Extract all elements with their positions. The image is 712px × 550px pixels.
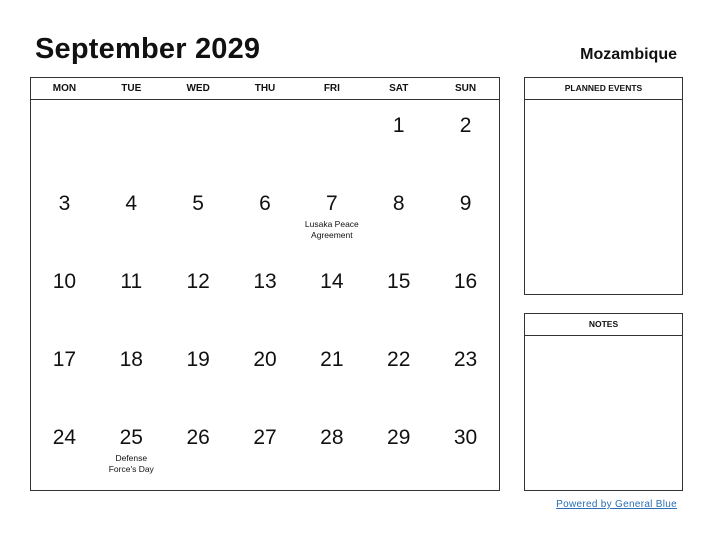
day-number: 30 xyxy=(453,426,478,449)
day-number: 20 xyxy=(253,348,277,371)
day-number: 13 xyxy=(253,270,277,293)
day-number: 27 xyxy=(253,426,277,449)
weekday-wed: WED xyxy=(186,83,210,94)
holiday-label: Defense Force's Day xyxy=(108,453,154,474)
day-number: 6 xyxy=(259,192,271,215)
day-number: 10 xyxy=(52,270,77,293)
day-number: 22 xyxy=(387,348,411,371)
day-cell xyxy=(432,100,499,178)
day-cell xyxy=(298,412,365,490)
weekday-thu: THU xyxy=(254,83,276,94)
notes-panel xyxy=(524,313,683,491)
day-cell xyxy=(165,256,232,334)
day-cell xyxy=(365,334,432,412)
weekday-mon: MON xyxy=(52,83,77,94)
day-cell xyxy=(232,412,299,490)
day-cell xyxy=(98,334,165,412)
holiday-label: Lusaka Peace Agreement xyxy=(304,219,359,240)
weekday-sat: SAT xyxy=(389,83,409,94)
day-number: 15 xyxy=(387,270,411,293)
day-number: 2 xyxy=(459,114,472,137)
day-number: 19 xyxy=(186,348,210,371)
day-cell xyxy=(165,334,232,412)
day-cell xyxy=(98,178,165,256)
day-cell xyxy=(298,100,365,178)
day-cell xyxy=(31,100,98,178)
day-cell xyxy=(432,178,499,256)
day-number: 11 xyxy=(120,270,143,293)
day-number: 28 xyxy=(320,426,344,449)
planned-events-panel xyxy=(524,77,683,295)
day-cell xyxy=(365,256,432,334)
day-cell xyxy=(165,412,232,490)
day-grid xyxy=(31,100,499,490)
planned-events-title: PLANNED EVENTS xyxy=(525,78,682,100)
day-number: 29 xyxy=(387,426,411,449)
page-title: September 2029 xyxy=(35,33,261,65)
day-number: 9 xyxy=(459,192,472,215)
day-cell xyxy=(98,100,165,178)
day-cell xyxy=(432,256,499,334)
day-cell xyxy=(232,178,299,256)
weekday-sun: SUN xyxy=(455,83,477,94)
day-cell xyxy=(31,256,98,334)
day-cell xyxy=(298,256,365,334)
day-number: 16 xyxy=(453,270,478,293)
day-cell xyxy=(165,100,232,178)
day-number: 12 xyxy=(186,270,210,293)
day-cell xyxy=(232,100,299,178)
day-cell xyxy=(98,412,165,490)
weekday-header-row xyxy=(31,78,499,100)
day-number: 3 xyxy=(58,192,71,215)
day-cell xyxy=(298,334,365,412)
day-number: 5 xyxy=(192,192,204,215)
day-number: 21 xyxy=(320,348,344,371)
day-number: 4 xyxy=(125,192,138,215)
day-cell xyxy=(365,100,432,178)
day-number: 8 xyxy=(392,192,405,215)
day-cell xyxy=(432,334,499,412)
day-cell xyxy=(232,256,299,334)
day-cell xyxy=(365,412,432,490)
notes-title: NOTES xyxy=(525,314,682,336)
day-number: 1 xyxy=(392,114,405,137)
day-cell xyxy=(365,178,432,256)
day-cell xyxy=(98,256,165,334)
day-cell xyxy=(232,334,299,412)
day-cell xyxy=(298,178,365,256)
day-number: 18 xyxy=(119,348,143,371)
weekday-fri: FRI xyxy=(323,83,340,94)
country-label: Mozambique xyxy=(580,46,677,63)
weekday-tue: TUE xyxy=(121,83,142,94)
day-number: 25 xyxy=(119,426,143,449)
day-number: 26 xyxy=(186,426,210,449)
day-cell xyxy=(165,178,232,256)
powered-by-link[interactable]: Powered by General Blue xyxy=(556,499,677,510)
day-number: 7 xyxy=(326,192,338,215)
day-number: 23 xyxy=(453,348,478,371)
day-cell xyxy=(31,334,98,412)
day-cell xyxy=(432,412,499,490)
day-number: 17 xyxy=(52,348,77,371)
day-number: 14 xyxy=(320,270,344,293)
day-cell xyxy=(31,412,98,490)
day-cell xyxy=(31,178,98,256)
day-number: 24 xyxy=(52,426,77,449)
calendar-grid xyxy=(30,77,500,491)
